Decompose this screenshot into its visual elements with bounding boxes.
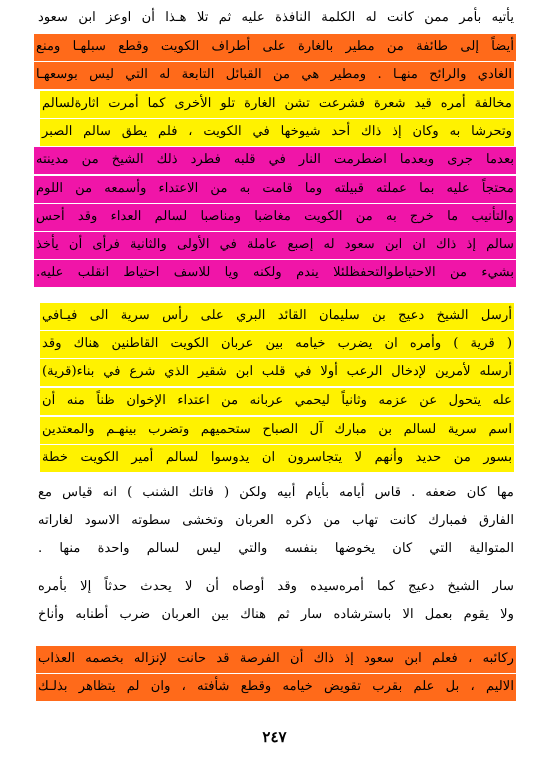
text-line: الاليم ، بل علم بقرب تقويض خيامه وقطع شأفته ، وان لم يتظاهر بذلـك (36, 674, 516, 701)
text-line: الفارق فمبارك كانت تهاب من ذكره العربان وتخشى سطوته الاسود لغاراته (38, 513, 514, 528)
text-line: ولا يقوم بعمل الا باسترشاده سار ثم هناك بين العربان ضرب أطنابه وأناخ (38, 607, 514, 622)
text-line: بشيء من الاحتياطوالتحفظلئلا يندم ولكنه ويا للاسف احتياط انقلب عليه. (34, 260, 516, 287)
text-line: سالم إذ ذاك ان ابن سعود له إصبع عاملة في الأولى والثانية فرأى أن يأخذ (34, 232, 516, 259)
text-line: مخالفة أمره قيد شعرة فشرعت تشن الغارة تلو الأخرى كما أمرت اثارةلسالم (40, 91, 514, 118)
text-line: عله يتحول عن عزمه وثانياً ليحمي عربانه من اعتداء الإخوان ظناً منه أن (40, 388, 514, 415)
text-line: أرسله لأمرين لإدخال الرعب أولا في قلب ابن شقير الذي شرع في بناء(قرية) (40, 359, 514, 386)
text-line: محتجاً عليه بما عملته قبيلته وما قامت به من الاعتداء وأسمعه من اللوم (34, 176, 516, 203)
text-line: اسم سرية لسالم بن مبارك آل الصباح ستحميهم وتضرب بينهـم والمعتدين (40, 417, 514, 444)
text-line: مها كان ضعفه . قاس أيامه بأيام أبيه ولكن ( فاتك الشنب ) انه قياس مع (38, 485, 514, 500)
text-line: بسور من حديد وأنهم لا يتجاسرون ان يدوسوا لسالم أمير الكويت خطة (40, 445, 514, 472)
text-line: سار الشيخ دعيج كما أمره‌سيده وقد أوصاه أن لا يحدث حدثاً إلا بأمره (38, 579, 514, 594)
text-line: أيضاً إلى طائفة من مطير بالغارة على أطراف الكويت وقطع سبلهـا ومنع (34, 34, 516, 61)
text-line: بعدما جرى وبعدما اضطرمت النار في قلبه فطرد ذلك الشيخ من مدينته (34, 147, 516, 174)
text-line: الغادي والرائح منهـا . ومطير هي من القبائل التابعة له التي ليس بوسعهـا (34, 62, 514, 89)
text-line: ركائبه ، فعلم ابن سعود إذ ذاك أن الفرصة قد حانت لإنزاله بخصمه العذاب (36, 646, 516, 673)
text-line: وتحرشا به وكان إذ ذاك أحد شيوخها في الكويت ، فلم يطق سالم الصبر (40, 119, 514, 146)
text-line: ( قرية ) وأمره ان يضرب خيامه بين عربان الكويت القاطنين هناك وقد (40, 331, 514, 358)
text-line: أرسل الشيخ دعيج بن سليمان القائد البري على رأس سرية الى فيـافي (40, 303, 514, 330)
text-line: المتوالية التي كان يخوضها بنفسه والتي ليس لسالم واحدة منها . (38, 541, 514, 556)
text-line: يأتيه بأمر ممن كانت له الكلمة النافذة عليه ثم تلا هـذا أن اوعز ابن سعود (38, 10, 514, 25)
page-number: ٢٤٧ (262, 728, 287, 746)
text-line: والتأنيب ما خرج به من الكويت مغاضبا ومناصبا لسالم العداء وقد أحس (34, 204, 516, 231)
